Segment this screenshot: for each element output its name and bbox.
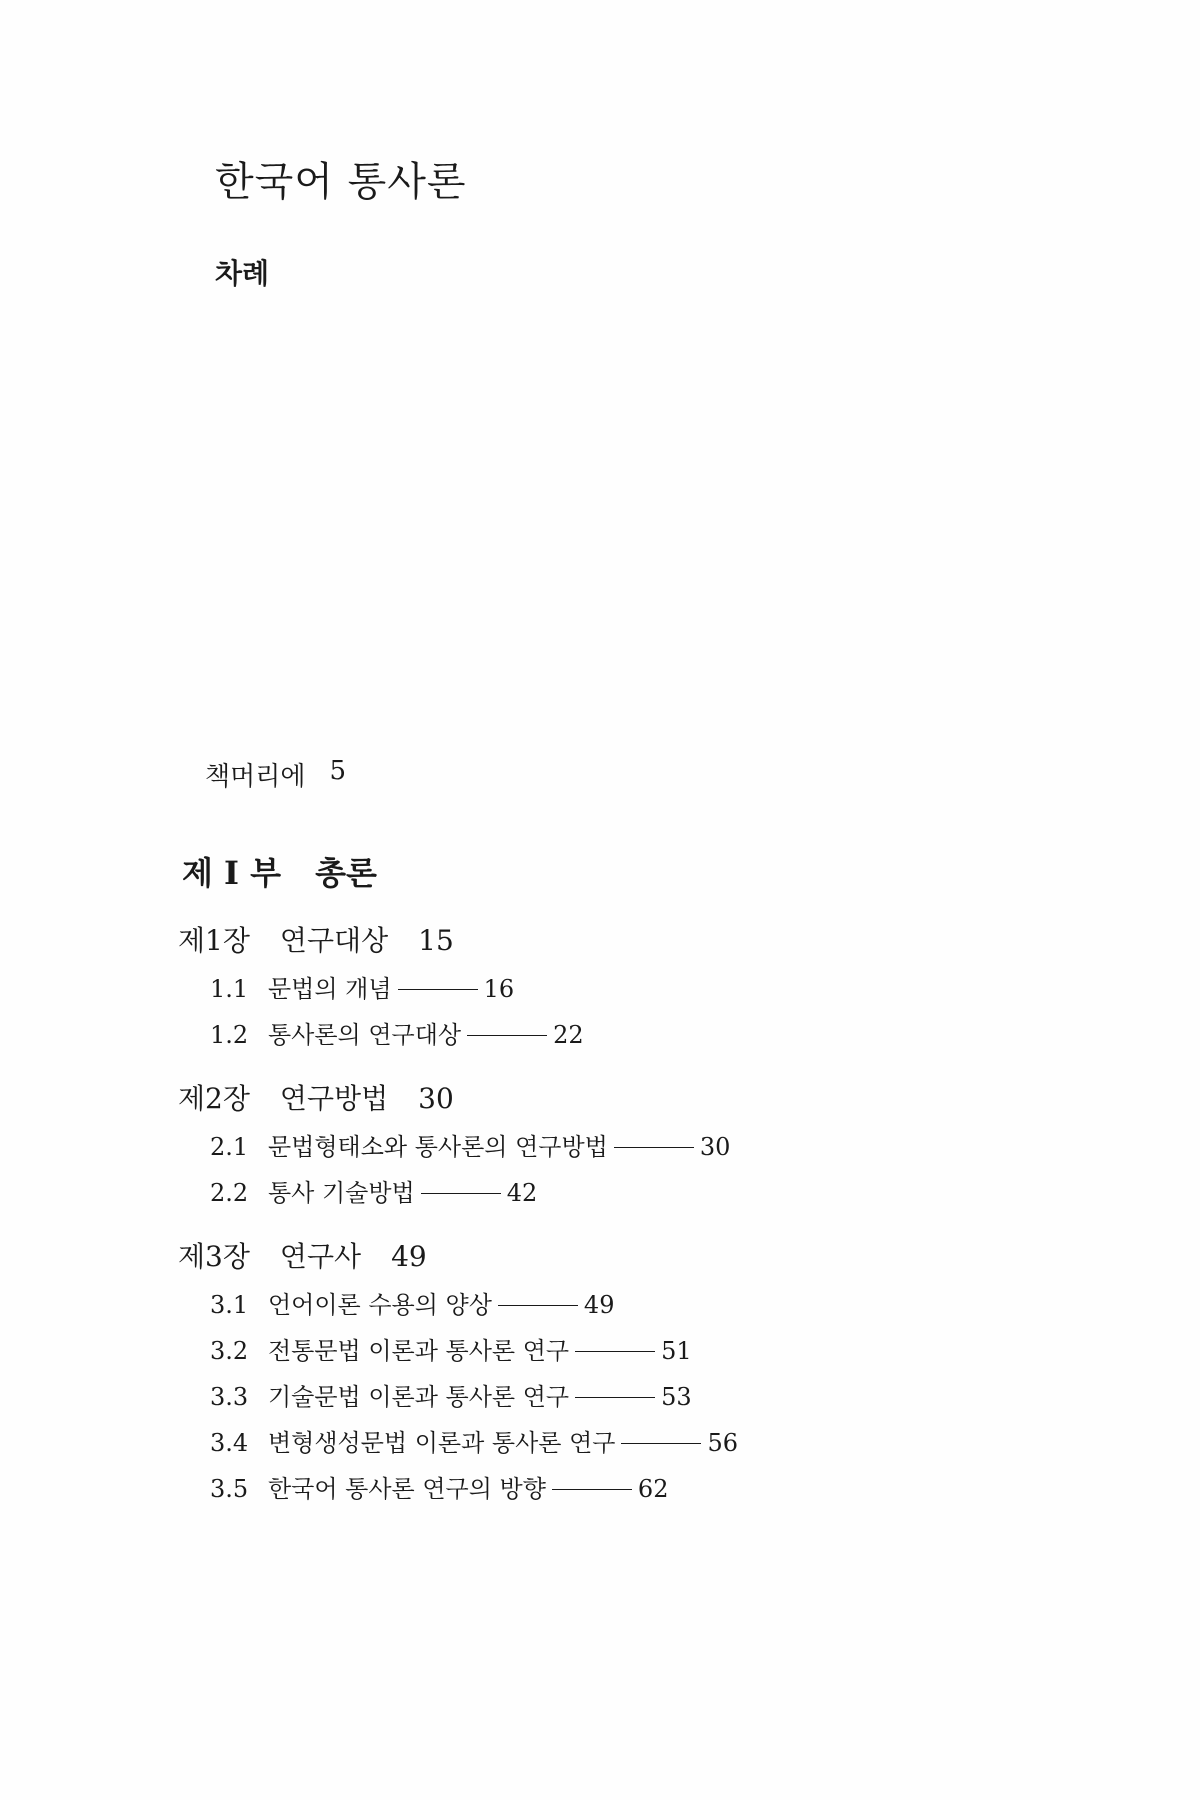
dash-leader	[421, 1193, 501, 1194]
section-title: 통사론의 연구대상	[268, 1021, 462, 1049]
toc-section-entry[interactable]	[178, 1420, 1078, 1466]
chapter-heading[interactable]	[178, 916, 1078, 966]
section-title: 문법의 개념	[268, 975, 392, 1003]
section-number: 3.1	[210, 1291, 249, 1319]
chapter-label: 제1장	[178, 924, 250, 957]
section-title: 문법형태소와 통사론의 연구방법	[268, 1133, 608, 1161]
chapter-2	[178, 1074, 1078, 1216]
toc-section-entry[interactable]	[178, 1124, 1078, 1170]
chapter-list	[178, 916, 1078, 1528]
section-title: 통사 기술방법	[268, 1179, 415, 1207]
dash-leader	[621, 1443, 701, 1444]
section-title: 전통문법 이론과 통사론 연구	[268, 1337, 570, 1365]
toc-section-entry[interactable]	[178, 1170, 1078, 1216]
section-page: 30	[699, 1133, 731, 1161]
dash-leader	[498, 1305, 578, 1306]
section-page: 49	[583, 1291, 615, 1319]
preface-page: 5	[329, 756, 347, 786]
chapter-page: 15	[418, 924, 454, 957]
book-title: 한국어 통사론	[215, 159, 467, 205]
chapter-label: 제3장	[178, 1240, 250, 1273]
toc-section-entry[interactable]	[178, 1374, 1078, 1420]
section-page: 56	[707, 1429, 739, 1457]
dash-leader	[398, 989, 478, 990]
section-number: 3.3	[210, 1383, 249, 1411]
chapter-title: 연구방법	[279, 1082, 389, 1115]
toc-section-entry[interactable]	[178, 1328, 1078, 1374]
part-name: 총론	[315, 854, 377, 892]
section-number: 2.2	[210, 1179, 249, 1207]
chapter-label: 제2장	[178, 1082, 250, 1115]
chapter-heading[interactable]	[178, 1074, 1078, 1124]
part-number: 제 I 부	[182, 854, 282, 892]
section-number: 3.4	[210, 1429, 249, 1457]
dash-leader	[575, 1351, 655, 1352]
section-title: 기술문법 이론과 통사론 연구	[268, 1383, 570, 1411]
toc-heading: 차례	[215, 257, 270, 290]
chapter-1	[178, 916, 1078, 1058]
section-page: 53	[661, 1383, 692, 1411]
dash-leader	[614, 1147, 694, 1148]
section-title: 언어이론 수용의 양상	[268, 1291, 492, 1319]
section-title: 변형생성문법 이론과 통사론 연구	[268, 1429, 616, 1457]
preface-label: 책머리에	[205, 762, 306, 792]
section-number: 1.2	[210, 1021, 249, 1049]
dash-leader	[552, 1489, 632, 1490]
chapter-page: 30	[418, 1082, 454, 1115]
toc-section-entry[interactable]	[178, 1012, 1078, 1058]
chapter-title: 연구사	[279, 1240, 362, 1273]
chapter-title: 연구대상	[279, 924, 389, 957]
chapter-heading[interactable]	[178, 1232, 1078, 1282]
section-title: 한국어 통사론 연구의 방향	[268, 1475, 546, 1503]
section-number: 3.5	[210, 1475, 249, 1503]
dash-leader	[575, 1397, 655, 1398]
section-page: 22	[553, 1021, 584, 1049]
toc-section-entry[interactable]	[178, 1466, 1078, 1512]
section-number: 1.1	[210, 975, 249, 1003]
toc-section-entry[interactable]	[178, 1282, 1078, 1328]
dash-leader	[467, 1035, 547, 1036]
chapter-3	[178, 1232, 1078, 1512]
part-title	[182, 848, 377, 894]
section-number: 2.1	[210, 1133, 249, 1161]
section-page: 42	[506, 1179, 538, 1207]
section-number: 3.2	[210, 1337, 249, 1365]
section-page: 51	[661, 1337, 692, 1365]
section-page: 62	[637, 1475, 669, 1503]
section-page: 16	[483, 975, 515, 1003]
toc-entry-preface[interactable]	[205, 756, 346, 793]
toc-section-entry[interactable]	[178, 966, 1078, 1012]
chapter-page: 49	[391, 1240, 427, 1273]
